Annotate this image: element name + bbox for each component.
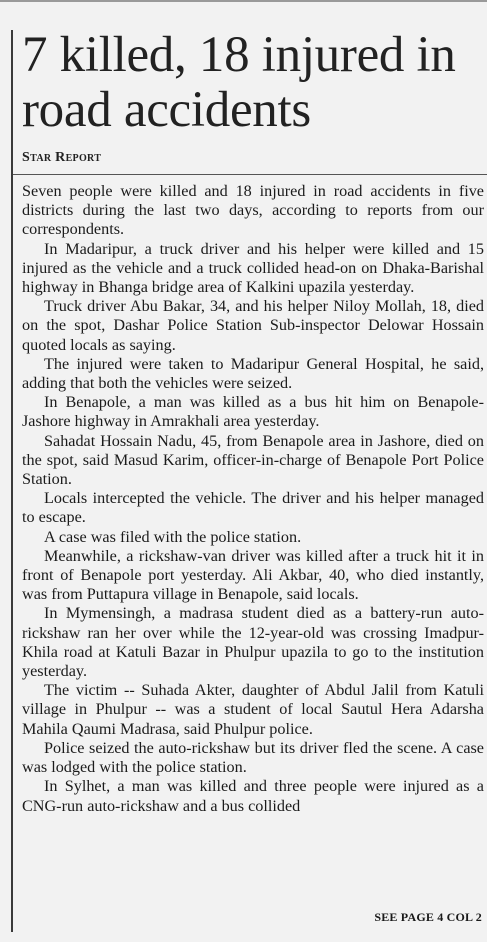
paragraph: In Madaripur, a truck driver and his helper were killed and 15 injured as the vehicle and a truck collided head-on on Dhaka-Barishal highway in Bhanga bridge area of Kalkini upazila yesterday. (22, 239, 484, 297)
paragraph: Seven people were killed and 18 injured in road accidents in five districts during the last two days, according to reports from our correspondents. (22, 182, 484, 239)
byline: Star Report (22, 150, 102, 165)
paragraph: The victim -- Suhada Akter, daughter of Abdul Jalil from Katuli village in Phulpur -- was a student of local Sautul Hera Adarsha Mahila Qaumi Madrasa, said Phulpur police. (22, 681, 484, 738)
paragraph: In Mymensingh, a madrasa student died as a battery-run auto-rickshaw ran her over while the 12-year-old was crossing Imadpur-Khila road at Katuli Bazar in Phulpur upazila to go to the institution yesterday. (22, 604, 484, 681)
paragraph: The injured were taken to Madaripur General Hospital, he said, adding that both the vehicles were seized. (22, 354, 484, 393)
article-body (22, 182, 484, 816)
byline-divider (13, 174, 487, 175)
column-rule (11, 30, 13, 932)
paragraph: In Benapole, a man was killed as a bus hit him on Benapole-Jashore highway in Amrakhali area yesterday. (22, 393, 484, 431)
paragraph: In Sylhet, a man was killed and three people were injured as a CNG-run auto-rickshaw and a bus collided (22, 777, 484, 815)
paragraph: Locals intercepted the vehicle. The driver and his helper managed to escape. (22, 489, 484, 527)
continued-on-page-note: SEE PAGE 4 COL 2 (374, 910, 482, 924)
paragraph: A case was filed with the police station. (44, 527, 302, 546)
headline: 7 killed, 18 injured in road accidents (22, 27, 456, 138)
paragraph: Sahadat Hossain Nadu, 45, from Benapole area in Jashore, died on the spot, said Masud Karim, officer-in-charge of Benapole Port Police Station. (22, 431, 484, 489)
paragraph: Truck driver Abu Bakar, 34, and his helper Niloy Mollah, 18, died on the spot, Dashar Police Station Sub-inspector Delowar Hossain quoted locals as saying. (22, 297, 484, 354)
paragraph: Meanwhile, a rickshaw-van driver was killed after a truck hit it in front of Benapole port yesterday. Ali Akbar, 40, who died instantly, was from Puttapura village in Benapole, said locals. (22, 546, 484, 604)
paragraph: Police seized the auto-rickshaw but its driver fled the scene. A case was lodged with the police station. (22, 738, 484, 777)
